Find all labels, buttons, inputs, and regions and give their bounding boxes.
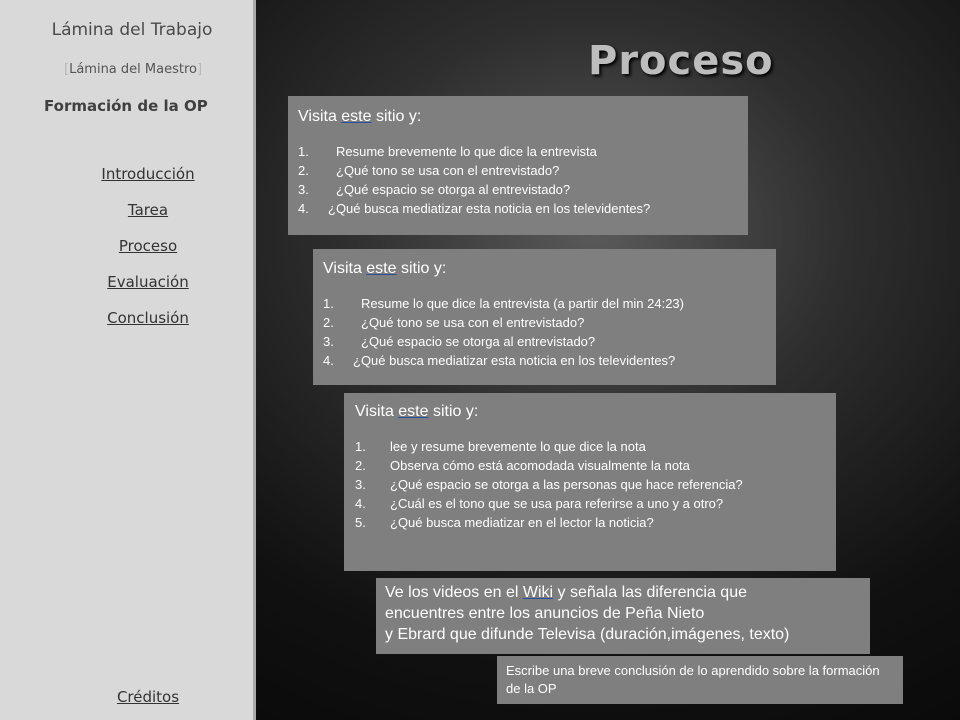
list-item-number: 3. — [298, 182, 309, 197]
bracket-open: [ — [64, 62, 70, 77]
list-item-text: Resume brevemente lo que dice la entrevista — [336, 144, 597, 159]
list-item-number: 2. — [323, 315, 334, 330]
nav-introduccion[interactable]: Introducción — [101, 165, 195, 183]
card-title-prefix: Visita — [298, 108, 342, 125]
list-item-number: 2. — [355, 458, 366, 473]
task-card-title — [355, 403, 826, 421]
videos-text-suffix: y señala las diferencia que — [553, 584, 747, 601]
card-link-este[interactable]: este — [341, 108, 372, 125]
list-item-number: 1. — [355, 439, 366, 454]
list-item — [323, 332, 766, 351]
list-item-text: ¿Qué busca mediatizar esta noticia en los televidentes? — [328, 201, 651, 216]
list-item-number: 4. — [298, 201, 309, 216]
list-item — [355, 437, 826, 456]
card-title-prefix: Visita — [355, 403, 399, 420]
nav-conclusion[interactable]: Conclusión — [107, 309, 189, 327]
wiki-link[interactable]: Wiki — [522, 584, 554, 601]
task-list — [355, 437, 826, 532]
list-item — [355, 513, 826, 532]
list-item-text: ¿Qué busca mediatizar en el lector la noticia? — [390, 515, 654, 530]
card-title-suffix: sitio y: — [428, 403, 479, 420]
list-item — [355, 494, 826, 513]
videos-card — [376, 578, 870, 654]
list-item — [298, 180, 738, 199]
list-item — [323, 351, 766, 370]
videos-line-2: encuentres entre los anuncios de Peña Nieto — [385, 605, 705, 622]
list-item-number: 1. — [323, 296, 334, 311]
sidebar-title: Lámina del Trabajo — [51, 20, 213, 40]
list-item — [323, 294, 766, 313]
list-item-number: 4. — [355, 496, 366, 511]
task-card-3 — [344, 393, 836, 571]
task-list — [323, 294, 766, 370]
card-title-prefix: Visita — [323, 260, 367, 277]
list-item — [323, 313, 766, 332]
list-item-number: 4. — [323, 353, 334, 368]
nav-tarea[interactable]: Tarea — [127, 201, 169, 219]
list-item-text: ¿Qué tono se usa con el entrevistado? — [361, 315, 585, 330]
bracket-close: ] — [196, 62, 203, 77]
list-item-number: 3. — [355, 477, 366, 492]
sidebar-nav — [40, 163, 256, 343]
task-card-1 — [288, 96, 748, 235]
list-item-number: 5. — [355, 515, 366, 530]
teacher-sheet-link[interactable]: Lámina del Maestro — [69, 62, 197, 77]
nav-proceso[interactable]: Proceso — [118, 237, 178, 255]
list-item-number: 3. — [323, 334, 334, 349]
task-card-title — [323, 260, 766, 278]
list-item-number: 2. — [298, 163, 309, 178]
list-item — [355, 456, 826, 475]
list-item-text: ¿Qué espacio se otorga al entrevistado? — [336, 182, 571, 197]
task-card-2 — [313, 249, 776, 385]
list-item-text: ¿Qué espacio se otorga a las personas que hace referencia? — [390, 477, 743, 492]
page-title: Proceso — [588, 38, 774, 84]
list-item-text: ¿Qué busca mediatizar esta noticia en los televidentes? — [353, 353, 676, 368]
task-card-title — [298, 108, 738, 126]
list-item — [355, 475, 826, 494]
videos-line-1 — [385, 582, 862, 603]
list-item — [298, 161, 738, 180]
list-item-text: ¿Qué espacio se otorga al entrevistado? — [361, 334, 596, 349]
sidebar — [0, 0, 256, 720]
list-item-number: 1. — [298, 144, 309, 159]
nav-creditos[interactable]: Créditos — [116, 688, 180, 706]
list-item-text: lee y resume brevemente lo que dice la nota — [390, 439, 646, 454]
list-item-text: ¿Cuál es el tono que se usa para referirse a uno y a otro? — [390, 496, 724, 511]
sidebar-subtitle: Formación de la OP — [44, 97, 208, 115]
conclusion-text: Escribe una breve conclusión de lo aprendido sobre la formación de la OP — [506, 663, 880, 696]
videos-text-prefix: Ve los videos en el — [385, 584, 523, 601]
card-title-suffix: sitio y: — [396, 260, 447, 277]
card-link-este[interactable]: este — [398, 403, 429, 420]
card-link-este[interactable]: este — [366, 260, 397, 277]
list-item-text: ¿Qué tono se usa con el entrevistado? — [336, 163, 560, 178]
task-list — [298, 142, 738, 218]
list-item-text: Resume lo que dice la entrevista (a partir del min 24:23) — [361, 296, 684, 311]
list-item — [298, 142, 738, 161]
card-title-suffix: sitio y: — [371, 108, 422, 125]
videos-line-3: y Ebrard que difunde Televisa (duración,imágenes, texto) — [385, 626, 790, 643]
list-item — [298, 199, 738, 218]
list-item-text: Observa cómo está acomodada visualmente la nota — [390, 458, 690, 473]
teacher-sheet-link-wrapper — [64, 62, 202, 77]
nav-evaluacion[interactable]: Evaluación — [107, 273, 189, 291]
conclusion-card — [497, 656, 903, 704]
